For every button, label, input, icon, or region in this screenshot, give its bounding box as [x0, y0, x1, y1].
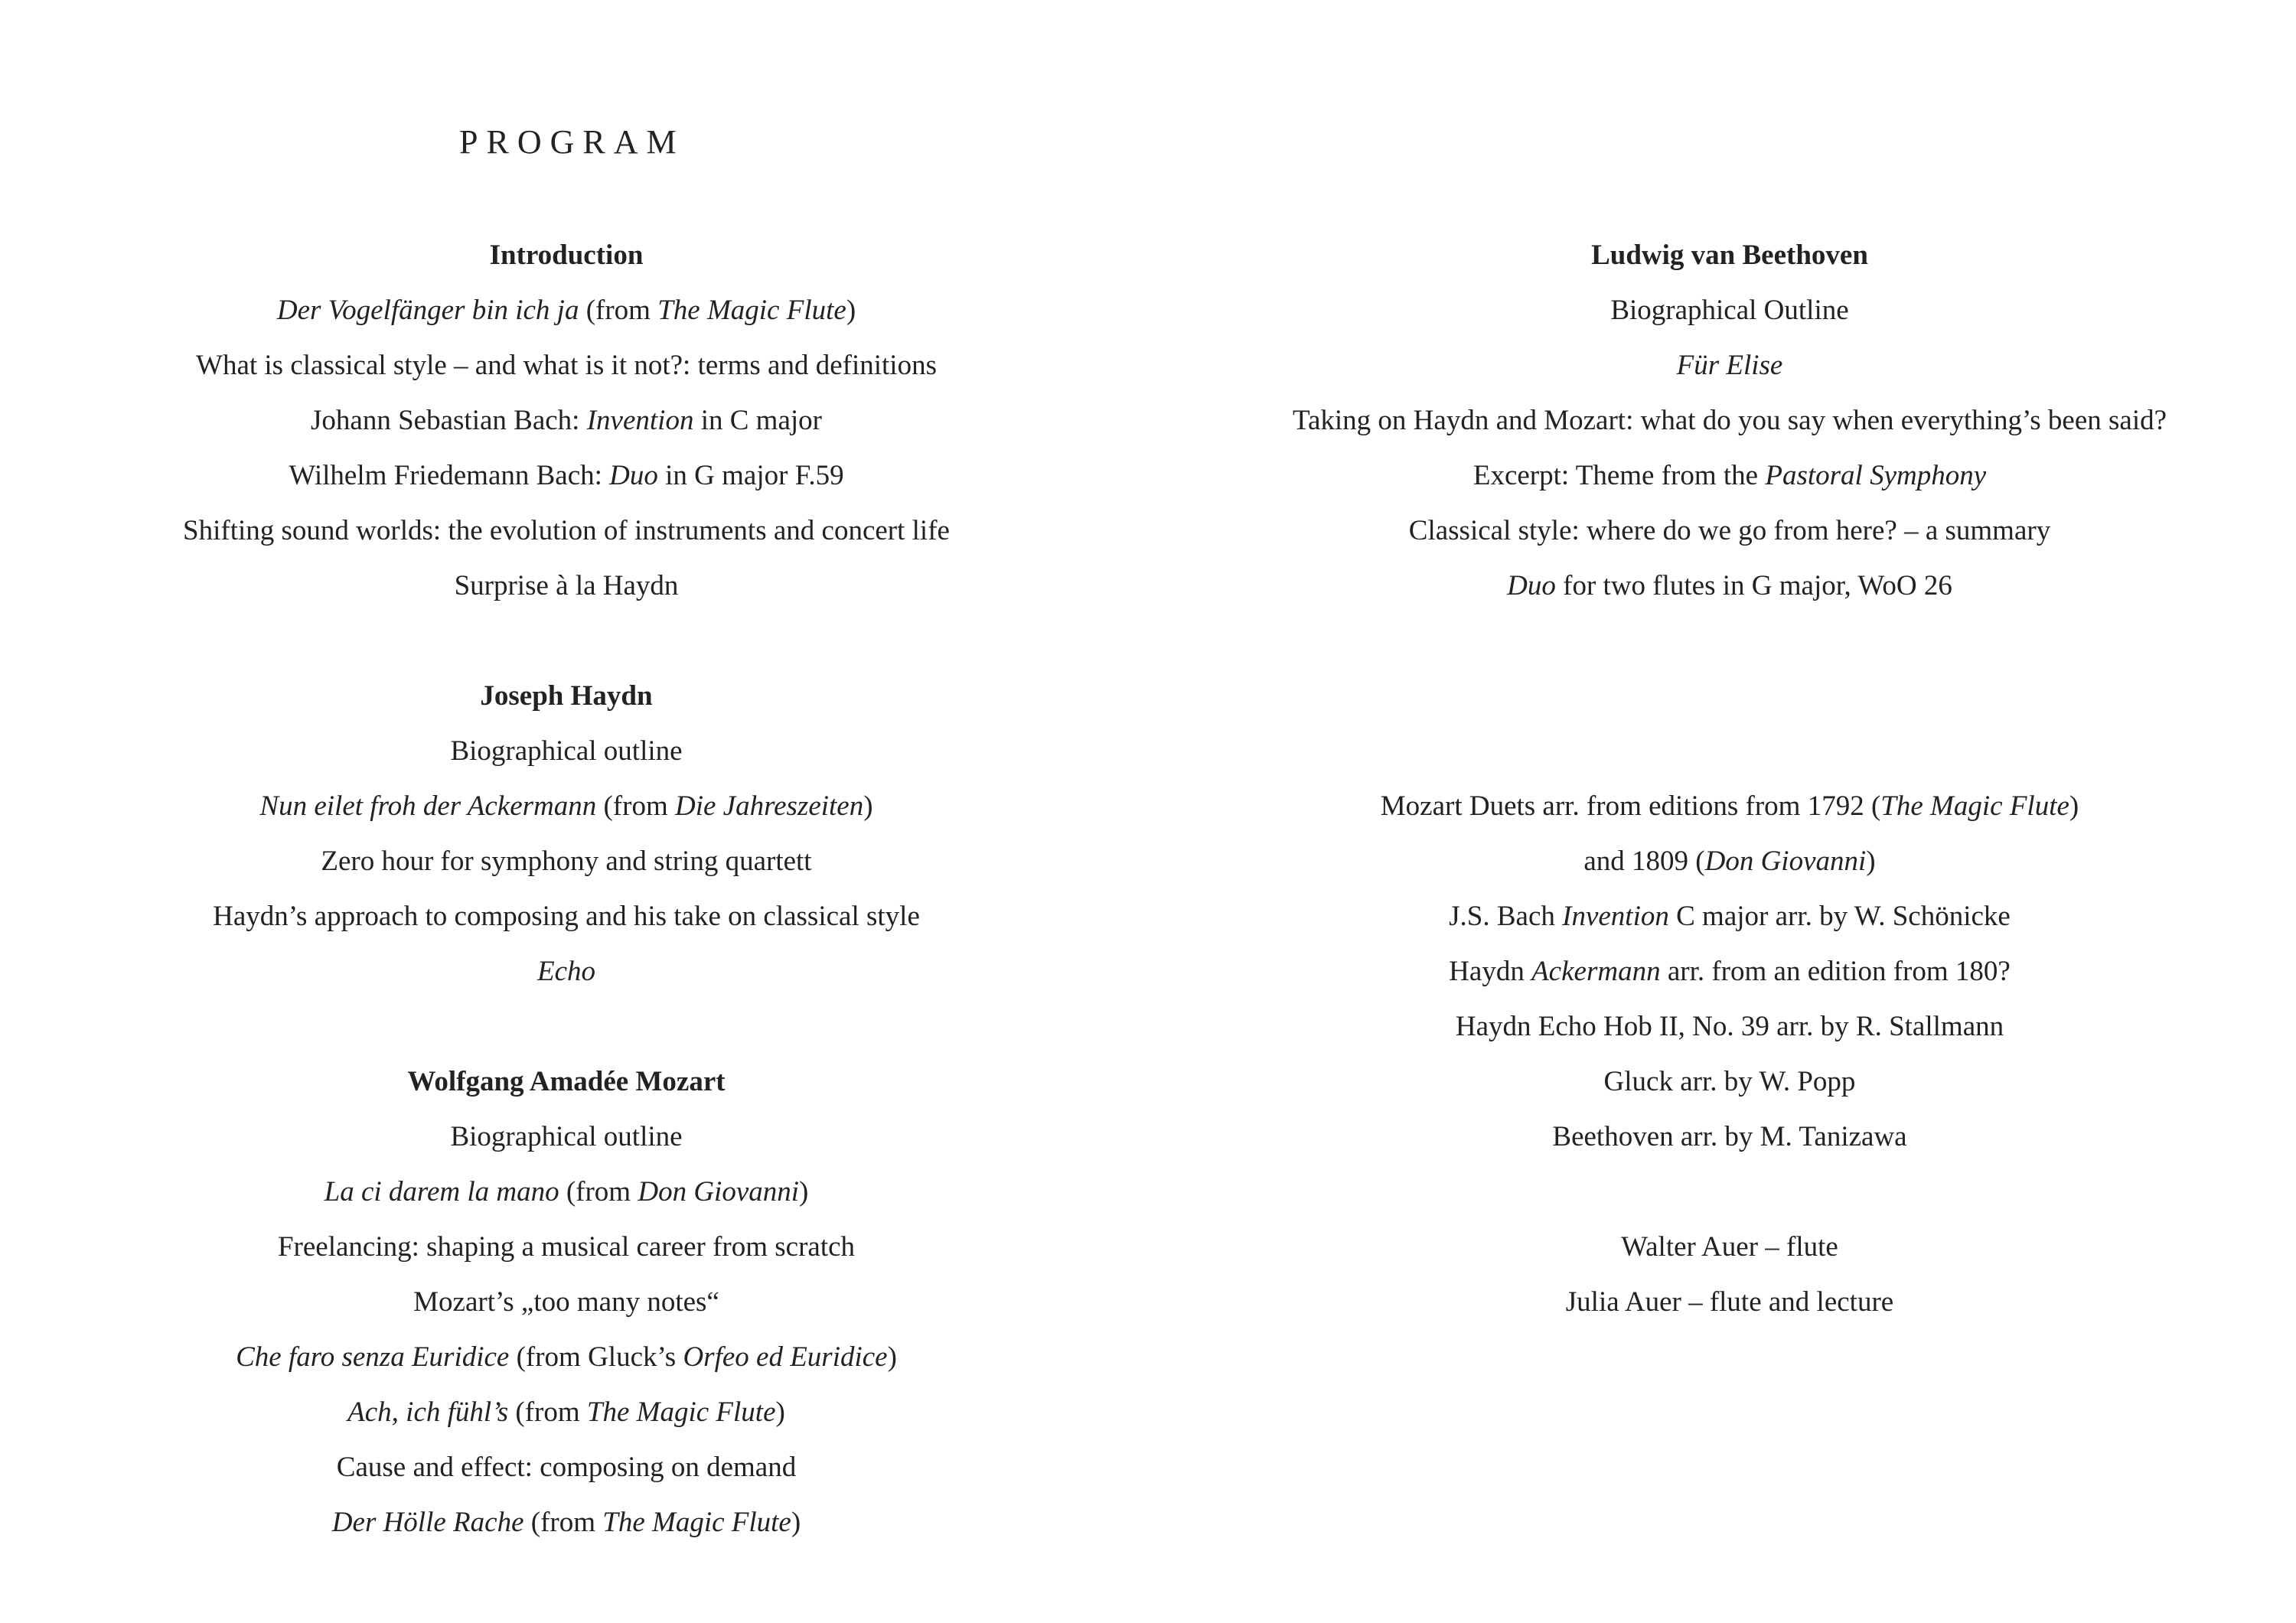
text-segment: ) [791, 1507, 801, 1538]
text-segment: J.S. Bach [1449, 901, 1563, 932]
performer-credit [1255, 1227, 2204, 1267]
text-segment: Gluck arr. by W. Popp [1603, 1066, 1856, 1097]
program-item [107, 1448, 1026, 1488]
program-item [107, 291, 1026, 331]
section-heading-mozart: Wolfgang Amadée Mozart [407, 1066, 726, 1097]
text-segment: Biographical outline [450, 1121, 683, 1152]
text-segment: for two flutes in G major, WoO 26 [1555, 570, 1952, 601]
italic-title: Pastoral Symphony [1765, 460, 1987, 491]
program-item [107, 1393, 1026, 1432]
text-segment: ) [1866, 846, 1876, 877]
text-segment: and 1809 ( [1583, 846, 1705, 877]
italic-title: Don Giovanni [638, 1176, 800, 1207]
program-item [107, 1338, 1026, 1377]
text-segment: Beethoven arr. by M. Tanizawa [1552, 1121, 1907, 1152]
text-segment: Haydn Echo Hob II, No. 39 arr. by R. Stallmann [1455, 1011, 2004, 1042]
text-segment: Surprise à la Haydn [454, 570, 679, 601]
program-item [107, 1227, 1026, 1267]
italic-title: The Magic Flute [586, 1396, 776, 1428]
text-segment: ) [775, 1396, 785, 1428]
program-item [1255, 291, 2204, 331]
program-item [1255, 346, 2204, 386]
text-segment: Johann Sebastian Bach: [311, 405, 587, 436]
text-segment: Mozart’s „too many notes“ [413, 1286, 719, 1318]
arrangement-credit [1255, 1062, 2204, 1102]
text-segment: Haydn’s approach to composing and his take on classical style [213, 901, 920, 932]
italic-title: Che faro senza Euridice [236, 1341, 510, 1373]
italic-title: The Magic Flute [1880, 790, 2069, 822]
arrangement-credit [1255, 787, 2204, 826]
italic-title: Invention [586, 405, 694, 436]
text-segment: Mozart Duets arr. from editions from 1792 ( [1380, 790, 1881, 822]
text-segment: (from [579, 295, 658, 326]
italic-title: Don Giovanni [1704, 846, 1867, 877]
text-segment: Classical style: where do we go from here? – a summary [1408, 515, 2051, 546]
italic-title: Duo [609, 460, 658, 491]
italic-title: The Magic Flute [657, 295, 846, 326]
text-segment: Wilhelm Friedemann Bach: [289, 460, 610, 491]
performer-credit [1255, 1282, 2204, 1322]
text-segment: C major arr. by W. Schönicke [1668, 901, 2011, 932]
program-item [107, 732, 1026, 771]
arrangement-credit [1255, 952, 2204, 992]
arrangement-credit [1255, 1117, 2204, 1157]
italic-title: Ackermann [1531, 956, 1661, 987]
text-segment: ) [799, 1176, 809, 1207]
text-segment: in G major F.59 [657, 460, 844, 491]
program-item [107, 566, 1026, 606]
program-item [107, 1172, 1026, 1212]
text-segment: Haydn [1449, 956, 1532, 987]
italic-title: Duo [1507, 570, 1556, 601]
italic-title: The Magic Flute [602, 1507, 791, 1538]
program-item [107, 787, 1026, 826]
italic-title: Der Hölle Rache [331, 1507, 524, 1538]
program-item [107, 456, 1026, 496]
program-item [107, 1503, 1026, 1543]
text-segment: Biographical outline [450, 735, 683, 767]
program-item [1255, 511, 2204, 551]
text-segment: arr. from an edition from 180? [1660, 956, 2011, 987]
program-item [107, 401, 1026, 441]
italic-title: Für Elise [1676, 350, 1783, 381]
text-segment: Shifting sound worlds: the evolution of instruments and concert life [183, 515, 950, 546]
program-item [1255, 401, 2204, 441]
section-heading-haydn: Joseph Haydn [480, 680, 653, 712]
program-item [1255, 456, 2204, 496]
program-item [107, 511, 1026, 551]
text-segment: in C major [693, 405, 822, 436]
arrangement-credit [1255, 897, 2204, 937]
italic-title: Ach, ich fühl’s [347, 1396, 509, 1428]
text-segment: ) [887, 1341, 897, 1373]
italic-title: La ci darem la mano [324, 1176, 559, 1207]
text-segment: Biographical Outline [1610, 295, 1849, 326]
arrangement-credit [1255, 842, 2204, 882]
text-segment: Freelancing: shaping a musical career from scratch [277, 1231, 856, 1263]
program-item [1255, 566, 2204, 606]
text-segment: Julia Auer – flute and lecture [1565, 1286, 1894, 1318]
program-item [107, 952, 1026, 992]
program-item [107, 1117, 1026, 1157]
italic-title: Echo [536, 956, 596, 987]
text-segment: ) [863, 790, 873, 822]
text-segment: (from [508, 1396, 587, 1428]
text-segment: Walter Auer – flute [1621, 1231, 1838, 1263]
italic-title: Die Jahreszeiten [674, 790, 864, 822]
text-segment: ) [2069, 790, 2079, 822]
text-segment: (from [559, 1176, 638, 1207]
text-segment: Excerpt: Theme from the [1473, 460, 1766, 491]
program-item [107, 897, 1026, 937]
text-segment: Zero hour for symphony and string quartett [321, 846, 812, 877]
program-item [107, 1282, 1026, 1322]
program-item [107, 842, 1026, 882]
italic-title: Nun eilet froh der Ackermann [259, 790, 597, 822]
program-item [107, 346, 1026, 386]
page-title: PROGRAM [459, 123, 685, 161]
text-segment: Taking on Haydn and Mozart: what do you say when everything’s been said? [1292, 405, 2167, 436]
text-segment: Cause and effect: composing on demand [336, 1452, 797, 1483]
text-segment: What is classical style – and what is it not?: terms and definitions [196, 350, 937, 381]
text-segment: ) [846, 295, 856, 326]
arrangement-credit [1255, 1007, 2204, 1047]
text-segment: (from Gluck’s [509, 1341, 683, 1373]
section-heading-beethoven: Ludwig van Beethoven [1591, 240, 1868, 271]
section-heading-introduction: Introduction [489, 240, 644, 271]
italic-title: Invention [1562, 901, 1669, 932]
text-segment: (from [523, 1507, 603, 1538]
italic-title: Der Vogelfänger bin ich ja [276, 295, 579, 326]
italic-title: Orfeo ed Euridice [683, 1341, 888, 1373]
text-segment: (from [596, 790, 675, 822]
